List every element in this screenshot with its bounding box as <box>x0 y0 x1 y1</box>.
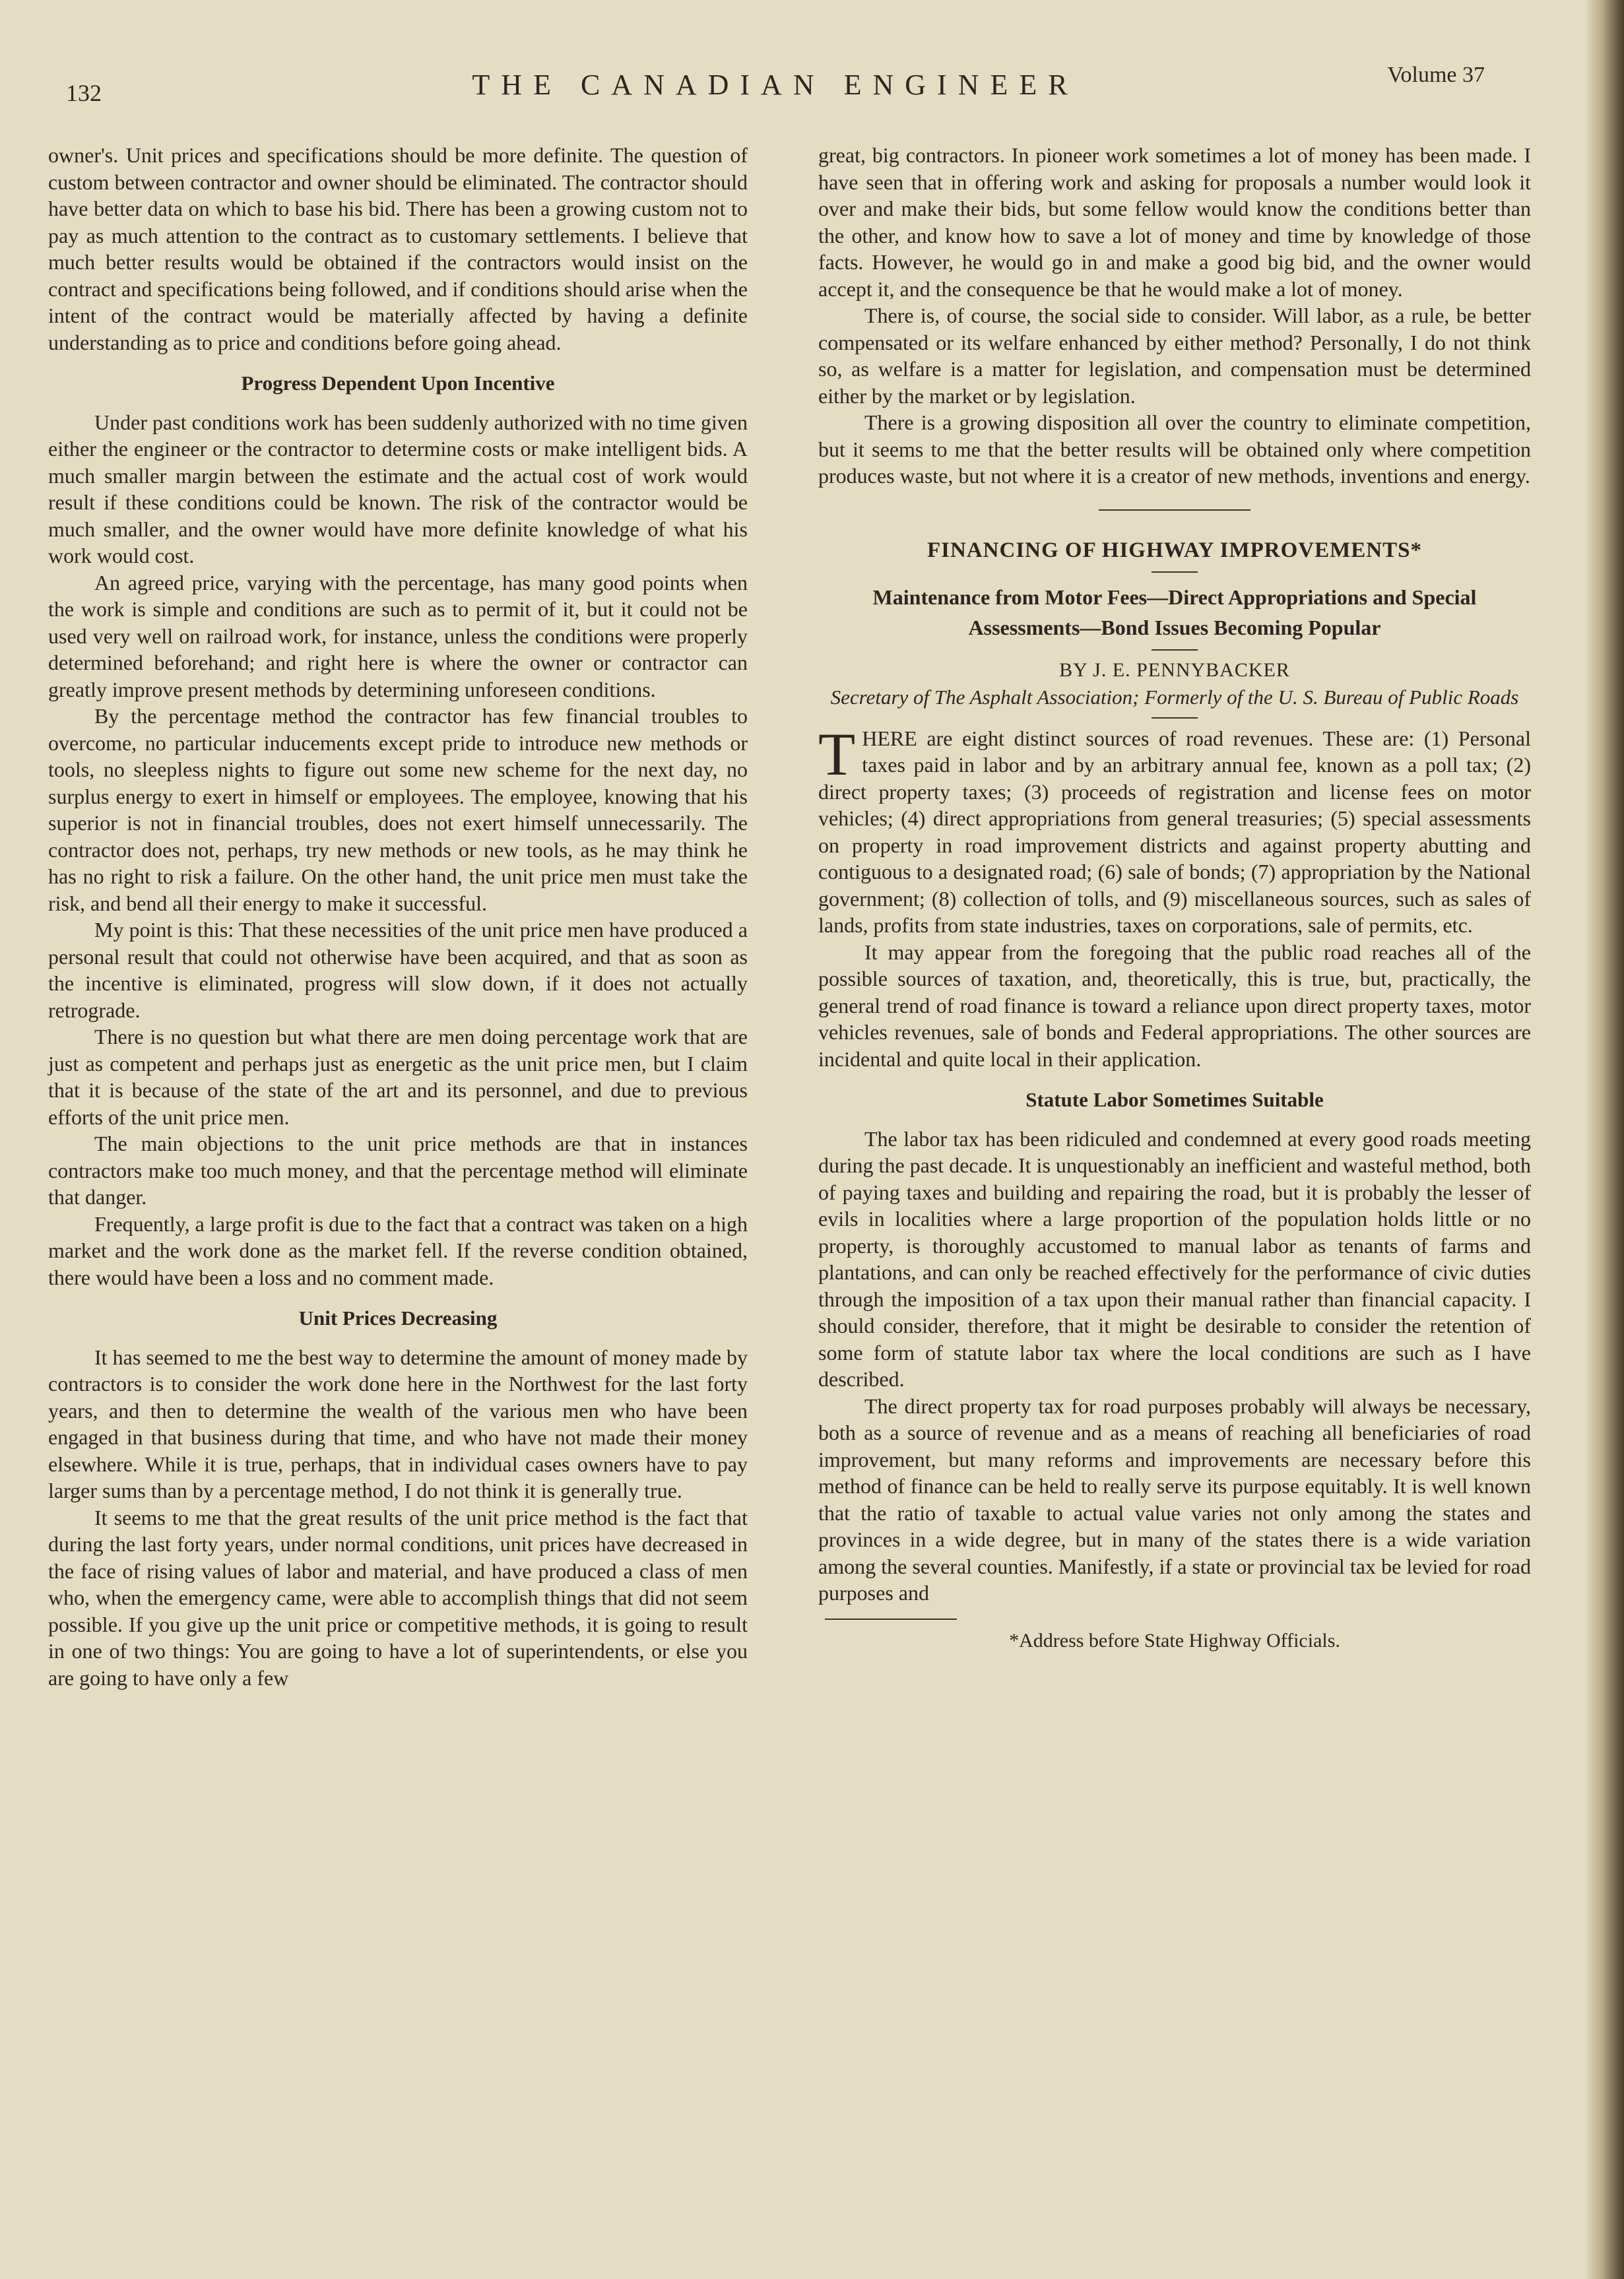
section-heading: Statute Labor Sometimes Suitable <box>1025 1088 1324 1111</box>
article-title: FINANCING OF HIGHWAY IMPROVEMENTS* <box>927 538 1422 562</box>
paragraph <box>818 720 1531 939</box>
paragraph: great, big contractors. In pioneer work sometimes a lot of money has been made. I have seen that in offering work and asking for proposals a number would look it over and make their bids, but some fellow would know the conditions better than the other, and know how to save a lot of money and time by knowledge of those facts. However, he would go in and make a good big bid, and the owner would accept it, and the consequence be that he would make a lot of money. <box>818 143 1531 301</box>
lead-paragraph-text: HERE are eight distinct sources of road revenues. These are: (1) Personal taxes paid in labor and by an arbitrary annual fee, known as a poll tax; (2) direct property taxes; (3) proceeds of registration and license fees on motor vehicles; (4) direct appropriations from general treasuries; (5) special assessments on property in road improvement districts and against property abutting and contiguous to a designated road; (6) sale of bonds; (7) appropriation by the National government; (8) collection of tolls, and (9) miscellaneous sources, such as sales of lands, profits from state industries, taxes on corporations, sale of permits, etc. <box>818 726 1531 937</box>
paragraph: owner's. Unit prices and specifications should be more definite. The question of custom between contractor and owner should be eliminated. The contractor should have better data on which to base his bid. There has been a growing custom not to pay as much attention to the contract as to customary settlements. I believe that much better results would be obtained if the contractors would insist on the contract and specifications being followed, and if conditions should arise when the intent of the contract would be materially affected by having a definite understanding as to price and conditions before going ahead. <box>48 143 748 354</box>
paragraph: The labor tax has been ridiculed and condemned at every good roads meeting during the past decade. It is unquestionably an inefficient and wasteful method, both of paying taxes and building and repairing the road, but it is probably the lesser of evils in localities where a large proportion of the population holds little or no property, is thoroughly accustomed to manual labor as tenants of farms and plantations, and can only be reached effectively for the performance of civic duties through the imposition of a tax upon their manual rather than financial capacity. I should consider, therefore, that it might be desirable to consider the retention of some form of statute labor tax where the local conditions are such as I have described. <box>818 1126 1532 1391</box>
section-heading: Unit Prices Decreasing <box>298 1306 498 1330</box>
paragraph: My point is this: That these necessities of the unit price men have produced a personal result that could not otherwise have been acquired, and that as soon as the incentive is eliminated, progress will slow down, if it does not actually retrograde. <box>48 918 748 1022</box>
title-rule <box>1152 571 1198 573</box>
paragraph: There is no question but what there are men doing percentage work that are just as competent and perhaps just as energetic as the unit price men, but I claim that it is because of the state of the art and its personnel, and due to previous efforts of the unit price men. <box>48 1025 748 1129</box>
paragraph: The main objections to the unit price methods are that in instances contractors make too much money, and that the percentage method will eliminate that danger. <box>48 1132 748 1209</box>
page-header <box>66 63 1485 115</box>
paragraph: It seems to me that the great results of the unit price method is the fact that during the last forty years, under normal conditions, unit prices have decreased in the face of rising values of labor and material, and have produced a class of men who, when the emergency came, were able to accomplish things that did not seem possible. If you give up the unit price or competitive methods, it is going to result in one of two things: You are going to have a lot of superintendents, or else you are going to have only a few <box>48 1505 748 1690</box>
paragraph: Under past conditions work has been suddenly authorized with no time given either the engineer or the contractor to determine costs or make intelligent bids. A much smaller margin between the estimate and the actual cost of work would result if these conditions could be known. The risk of the contractor would be much smaller, and the owner would have more definite knowledge of what his work would cost. <box>48 410 748 567</box>
paragraph: There is, of course, the social side to consider. Will labor, as a rule, be better compensated or its welfare enhanced by either method? Personally, I do not think so, as welfare is a matter for legislation, and compensation must be determined either by the market or by legislation. <box>818 304 1531 408</box>
author-byline: BY J. E. PENNYBACKER <box>1059 659 1290 681</box>
paragraph: The direct property tax for road purposes probably will always be necessary, both as a source of revenue and as a means of reaching all beneficiaries of road improvement, but many reforms and improvements are necessary before this method of finance can be held to really serve its purpose equitably. It is well known that the ratio of taxable to actual value varies not only among the states and provinces in a wide degree, but in many of the states there is a wide variation among the several counties. Manifestly, if a state or provincial tax be levied for road purposes and <box>818 1394 1531 1605</box>
subtitle-rule <box>1152 649 1198 651</box>
left-column <box>48 142 748 1691</box>
byline-rule <box>1152 717 1198 719</box>
paragraph: Frequently, a large profit is due to the fact that a contract was taken on a high market and the work done as the market fell. If the reverse condition obtained, there would have been a loss and no comment made. <box>48 1211 748 1289</box>
footnote: *Address before State Highway Officials. <box>1009 1629 1340 1652</box>
volume-label: Volume 37 <box>1387 63 1485 87</box>
page-number: 132 <box>66 80 102 106</box>
footnote-rule <box>825 1619 957 1620</box>
section-divider <box>1099 509 1250 511</box>
paragraph: It has seemed to me the best way to determine the amount of money made by contractors is to consider the work done here in the Northwest for the last forty years, and then to determine the wealth of the various men who have been engaged in that business during that time, and who have not made their money elsewhere. While it is true, perhaps, that in individual cases owners have to pay larger sums than by a percentage method, I do not think it is generally true. <box>48 1345 748 1502</box>
paragraph: An agreed price, varying with the percentage, has many good points when the work is simple and conditions are such as to permit of it, but it could not be used very well on railroad work, for instance, unless the conditions were properly determined beforehand; and right here is where the owner or contractor can greatly improve present methods by determining unforeseen conditions. <box>48 570 748 701</box>
article-subtitle: Maintenance from Motor Fees—Direct Appropriations and Special Assessments—Bond Issues Becoming Popular <box>872 585 1477 639</box>
paragraph: There is a growing disposition all over the country to eliminate competition, but it seems to me that the better results will be obtained only where competition produces waste, but not where it is a creator of new methods, inventions and energy. <box>818 410 1531 488</box>
paragraph: It may appear from the foregoing that the public road reaches all of the possible sources of taxation, and, theoretically, this is true, but, practically, the general trend of road finance is toward a reliance upon direct property taxes, motor vehicles revenues, sale of bonds and Federal appropriations. The other sources are incidental and quite local in their application. <box>818 940 1531 1071</box>
author-affiliation: Secretary of The Asphalt Association; Formerly of the U. S. Bureau of Public Roads <box>830 685 1519 709</box>
drop-cap: T <box>818 720 856 788</box>
page-spine-shadow <box>1584 0 1624 2279</box>
right-column <box>818 142 1531 1654</box>
journal-title: THE CANADIAN ENGINEER <box>472 69 1079 101</box>
section-heading: Progress Dependent Upon Incentive <box>241 371 555 395</box>
paragraph: By the percentage method the contractor has few financial troubles to overcome, no particular inducements except pride to introduce new methods or tools, no sleepless nights to figure out some new scheme for the next day, no surplus energy to exert in himself or employees. The employee, knowing that his superior is not in financial troubles, does not exert himself unnecessarily. The contractor does not, perhaps, try new methods or new tools, as he may think he has no right to risk a failure. On the other hand, the unit price men must take the risk, and bend all their energy to make it successful. <box>48 704 748 915</box>
